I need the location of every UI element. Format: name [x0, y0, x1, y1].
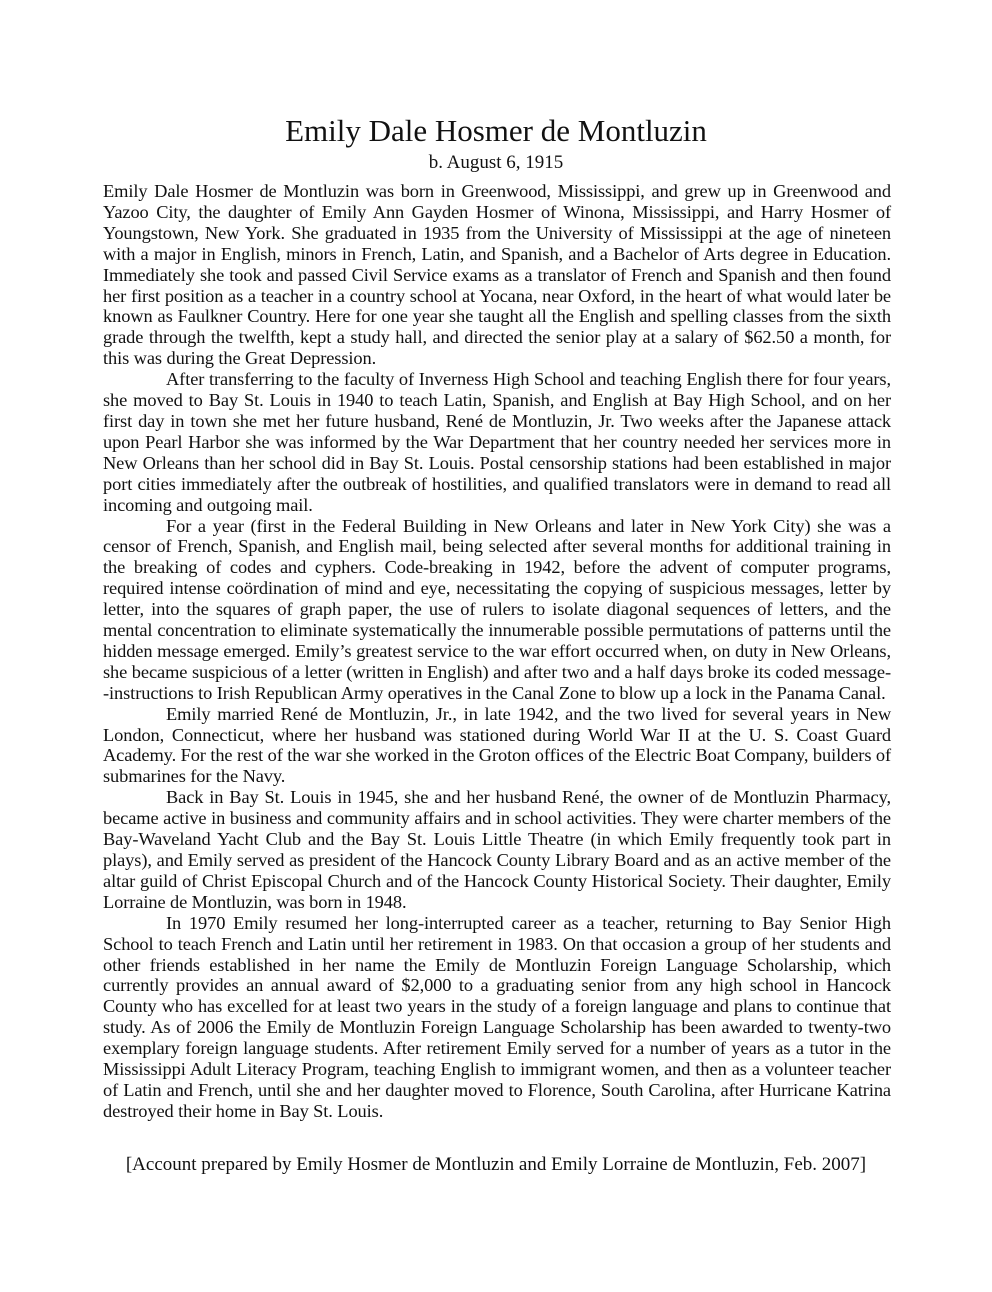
paragraph-censor-codebreaking: For a year (first in the Federal Building in New Orleans and later in New York City) she was a censor of French, Spanish, and English mail, being selected after several months for additional training in the breaking of codes and cyphers. Code-breaking in 1942, before the advent of computer programs, required intense coördination of mind and eye, necessitating the copying of suspicious messages, letter by letter, into the squares of graph paper, the use of rulers to isolate diagonal sequences of letters, and the mental concentration to eliminate systematically the innumerable possible permutations of patterns until the hidden message emerged. Emily’s greatest service to the war effort occurred when, on duty in New Orleans, she became suspicious of a letter (written in English) and after two and a half days broke its coded message--instructions to Irish Republican Army operatives in the Canal Zone to blow up a lock in the Panama Canal. — [103, 515, 891, 703]
paragraph-bay-st-louis: After transferring to the faculty of Inverness High School and teaching English there for four years, she moved to Bay St. Louis in 1940 to teach Latin, Spanish, and English at Bay High School, and on her first day in town she met her future husband, René de Montluzin, Jr. Two weeks after the Japanese attack upon Pearl Harbor she was informed by the War Department that her country needed her services more in New Orleans than her school did in Bay St. Louis. Postal censorship stations had been established in major port cities immediately after the outbreak of hostilities, and qualified translators were in demand to read all incoming and outgoing mail. — [103, 369, 891, 515]
document-title: Emily Dale Hosmer de Montluzin — [285, 113, 707, 148]
document-body — [103, 181, 891, 1122]
paragraph-early-life: Emily Dale Hosmer de Montluzin was born in Greenwood, Mississippi, and grew up in Greenwood and Yazoo City, the daughter of Emily Ann Gayden Hosmer of Winona, Mississippi, and Harry Hosmer of Youngstown, New York. She graduated in 1935 from the University of Mississippi at the age of nineteen with a major in English, minors in French, Latin, and Spanish, and a Bachelor of Arts degree in Education. Immediately she took and passed Civil Service exams as a translator of French and Spanish and then found her first position as a teacher in a country school at Yocana, near Oxford, in the heart of what would later be known as Faulkner Country. Here for one year she taught all the English and spelling classes from the sixth grade through the twelfth, kept a study hall, and directed the senior play at a salary of $62.50 a month, for this was during the Great Depression. — [103, 181, 891, 369]
paragraph-community: Back in Bay St. Louis in 1945, she and her husband René, the owner of de Montluzin Pharmacy, became active in business and community affairs and in school activities. They were charter members of the Bay-Waveland Yacht Club and the Bay St. Louis Little Theatre (in which Emily frequently took part in plays), and Emily served as president of the Hancock County Library Board and as an active member of the altar guild of Christ Episcopal Church and of the Hancock County Historical Society. Their daughter, Emily Lorraine de Montluzin, was born in 1948. — [103, 787, 891, 912]
birth-date: b. August 6, 1915 — [428, 152, 564, 173]
attribution-note: [Account prepared by Emily Hosmer de Montluzin and Emily Lorraine de Montluzin, Feb. 2007] — [125, 1154, 867, 1175]
paragraph-later-career: In 1970 Emily resumed her long-interrupted career as a teacher, returning to Bay Senior High School to teach French and Latin until her retirement in 1983. On that occasion a group of her students and other friends established in her name the Emily de Montluzin Foreign Language Scholarship, which currently provides an annual award of $2,000 to a graduating senior from any high school in Hancock County who has excelled for at least two years in the study of a foreign language and plans to continue that study. As of 2006 the Emily de Montluzin Foreign Language Scholarship has been awarded to twenty-two exemplary foreign language students. After retirement Emily served for a number of years as a tutor in the Mississippi Adult Literacy Program, teaching English to immigrant women, and then as a volunteer teacher of Latin and French, until she and her daughter moved to Florence, South Carolina, after Hurricane Katrina destroyed their home in Bay St. Louis. — [103, 912, 891, 1121]
paragraph-marriage: Emily married René de Montluzin, Jr., in late 1942, and the two lived for several years in New London, Connecticut, where her husband was stationed during World War II at the U. S. Coast Guard Academy. For the rest of the war she worked in the Groton offices of the Electric Boat Company, builders of submarines for the Navy. — [103, 703, 891, 787]
